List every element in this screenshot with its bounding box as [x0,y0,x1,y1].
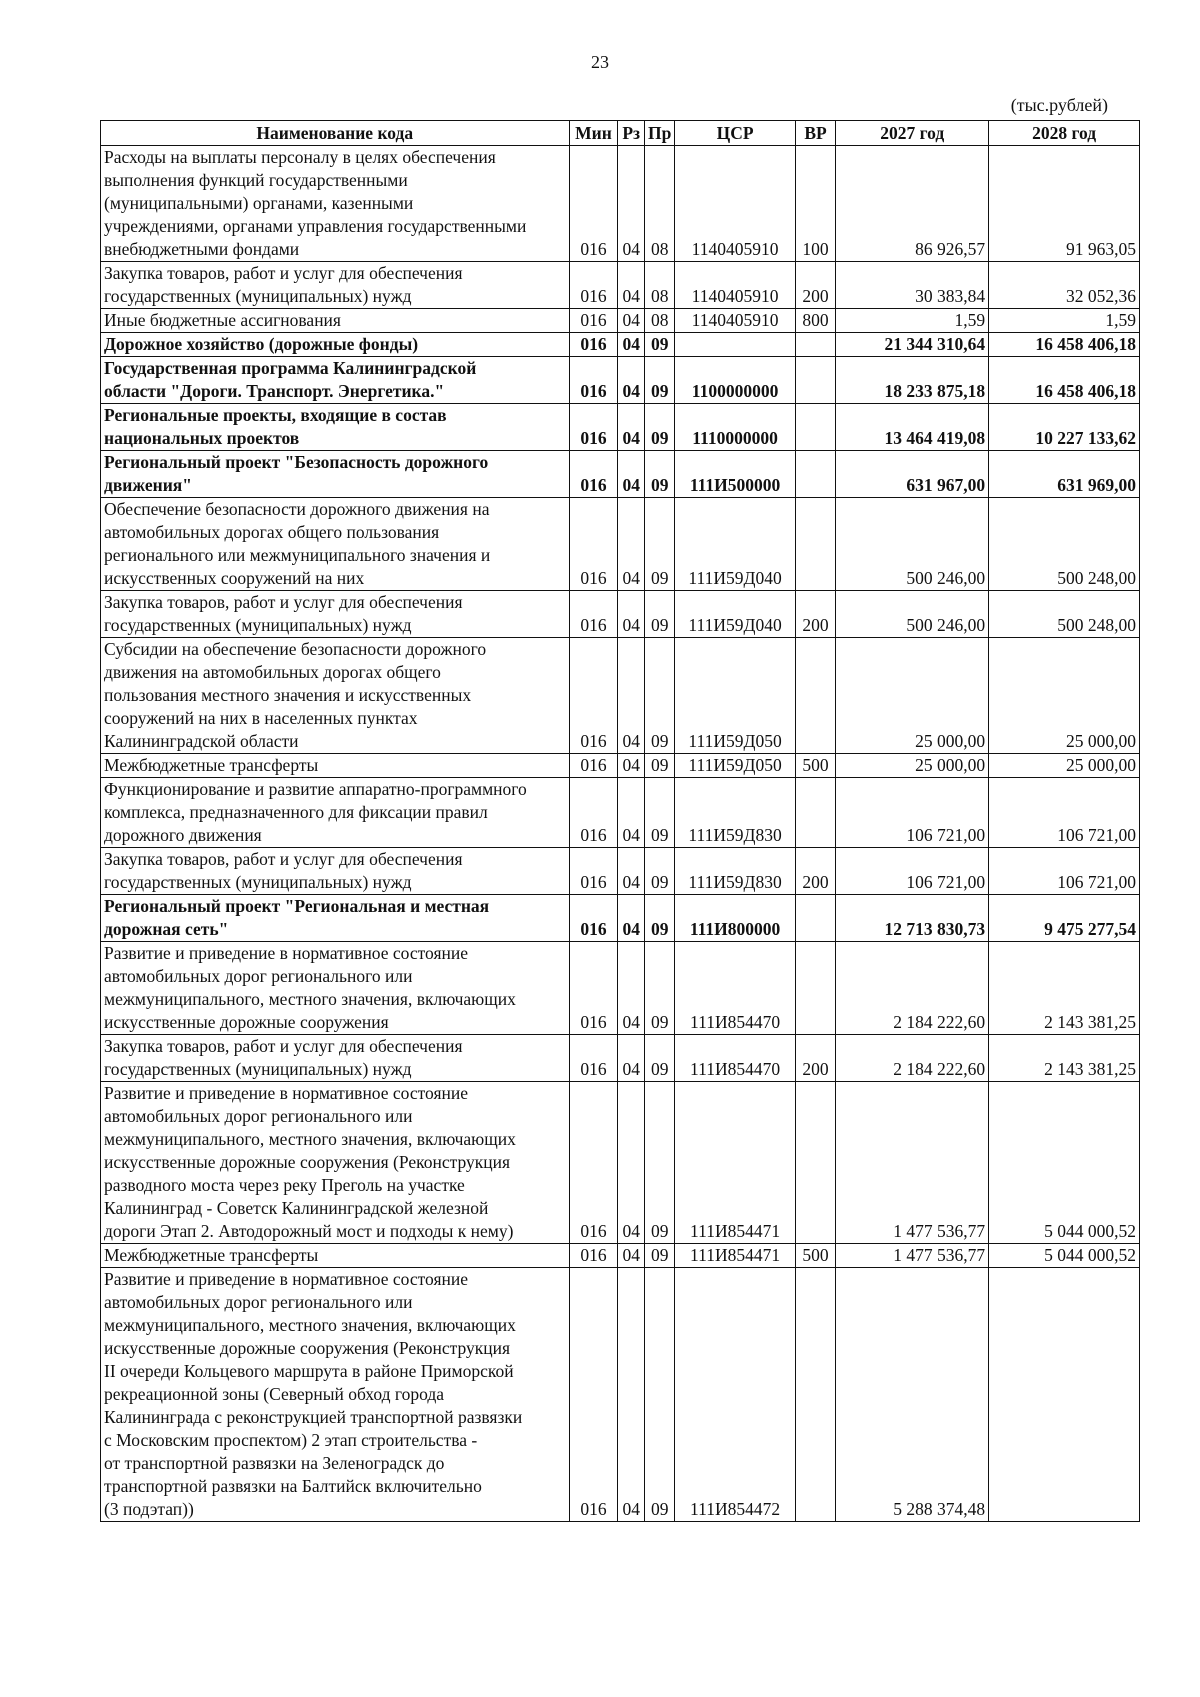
cell-rz: 04 [618,146,644,262]
header-pr: Пр [644,121,675,146]
cell-pr: 09 [644,848,675,895]
cell-2028: 16 458 406,18 [989,333,1140,357]
table-row [101,942,1140,1035]
unit-note: (тыс.рублей) [1010,95,1108,115]
table-row [101,309,1140,333]
cell-min: 016 [569,309,618,333]
cell-vr: 500 [795,754,836,778]
cell-vr [795,942,836,1035]
cell-min: 016 [569,146,618,262]
cell-vr: 200 [795,262,836,309]
cell-csr: 111И800000 [675,895,795,942]
cell-pr: 09 [644,451,675,498]
cell-rz: 04 [618,754,644,778]
cell-vr: 200 [795,591,836,638]
cell-csr: 1140405910 [675,309,795,333]
cell-csr: 111И59Д830 [675,848,795,895]
cell-rz: 04 [618,591,644,638]
cell-pr: 09 [644,638,675,754]
cell-name: Межбюджетные трансферты [101,754,570,778]
cell-min: 016 [569,1035,618,1082]
cell-csr: 1110000000 [675,404,795,451]
cell-csr: 111И854471 [675,1082,795,1244]
cell-csr: 111И59Д040 [675,498,795,591]
cell-min: 016 [569,591,618,638]
header-2028: 2028 год [989,121,1140,146]
cell-min: 016 [569,1082,618,1244]
cell-pr: 08 [644,262,675,309]
cell-vr [795,357,836,404]
cell-2028: 16 458 406,18 [989,357,1140,404]
header-row [101,121,1140,146]
cell-csr: 111И59Д040 [675,591,795,638]
cell-2027: 13 464 419,08 [836,404,989,451]
cell-2028: 2 143 381,25 [989,1035,1140,1082]
cell-csr: 111И854470 [675,942,795,1035]
cell-min: 016 [569,404,618,451]
table-row [101,357,1140,404]
cell-rz: 04 [618,1268,644,1522]
cell-2028: 2 143 381,25 [989,942,1140,1035]
cell-2027: 1,59 [836,309,989,333]
cell-name: Иные бюджетные ассигнования [101,309,570,333]
cell-name: Дорожное хозяйство (дорожные фонды) [101,333,570,357]
cell-2028: 91 963,05 [989,146,1140,262]
cell-vr: 200 [795,1035,836,1082]
page-number: 23 [591,52,609,72]
cell-2027: 2 184 222,60 [836,1035,989,1082]
cell-rz: 04 [618,498,644,591]
cell-pr: 09 [644,895,675,942]
cell-rz: 04 [618,638,644,754]
cell-name: Государственная программа Калининградской области "Дороги. Транспорт. Энергетика." [101,357,570,404]
cell-rz: 04 [618,778,644,848]
cell-rz: 04 [618,942,644,1035]
cell-pr: 09 [644,591,675,638]
cell-2027: 2 184 222,60 [836,942,989,1035]
cell-rz: 04 [618,404,644,451]
cell-2027: 106 721,00 [836,778,989,848]
cell-rz: 04 [618,357,644,404]
cell-rz: 04 [618,1035,644,1082]
cell-pr: 09 [644,1268,675,1522]
table-row [101,778,1140,848]
cell-csr: 1100000000 [675,357,795,404]
cell-2027: 631 967,00 [836,451,989,498]
cell-min: 016 [569,638,618,754]
cell-name: Развитие и приведение в нормативное состояние автомобильных дорог регионального или межмуниципального, местного значения, включающих искусственные дорожные сооружения (Реконструкция II очереди Кольцевого маршрута в районе Приморской рекреационной зоны (Северный обход города Калининграда с реконструкцией транспортной развязки с Московским проспектом) 2 этап строительства - от транспортной развязки на Зеленоградск до транспортной развязки на Балтийск включительно (3 подэтап)) [101,1268,570,1522]
cell-vr: 500 [795,1244,836,1268]
cell-csr: 111И854472 [675,1268,795,1522]
table-row [101,262,1140,309]
cell-name: Межбюджетные трансферты [101,1244,570,1268]
cell-vr: 800 [795,309,836,333]
cell-2027: 30 383,84 [836,262,989,309]
cell-vr [795,1082,836,1244]
table-row [101,754,1140,778]
cell-min: 016 [569,778,618,848]
cell-2028: 106 721,00 [989,778,1140,848]
cell-csr: 111И854470 [675,1035,795,1082]
cell-pr: 09 [644,498,675,591]
cell-name: Закупка товаров, работ и услуг для обеспечения государственных (муниципальных) нужд [101,848,570,895]
table-row [101,1244,1140,1268]
cell-2027: 1 477 536,77 [836,1244,989,1268]
table-row [101,848,1140,895]
cell-min: 016 [569,942,618,1035]
table-header [101,121,1140,146]
cell-2028: 25 000,00 [989,754,1140,778]
budget-table [100,120,1140,1522]
cell-name: Развитие и приведение в нормативное состояние автомобильных дорог регионального или межмуниципального, местного значения, включающих искусственные дорожные сооружения (Реконструкция разводного моста через реку Преголь на участке Калининград - Советск Калининградской железной дороги Этап 2. Автодорожный мост и подходы к нему) [101,1082,570,1244]
cell-pr: 08 [644,146,675,262]
cell-pr: 09 [644,754,675,778]
cell-vr [795,1268,836,1522]
cell-vr [795,778,836,848]
table-row [101,333,1140,357]
cell-2028: 500 248,00 [989,498,1140,591]
table-row [101,1035,1140,1082]
cell-csr: 111И500000 [675,451,795,498]
cell-pr: 09 [644,404,675,451]
cell-2028: 10 227 133,62 [989,404,1140,451]
table-row [101,1082,1140,1244]
cell-rz: 04 [618,262,644,309]
cell-2028: 500 248,00 [989,591,1140,638]
table-row [101,638,1140,754]
cell-min: 016 [569,498,618,591]
cell-2027: 21 344 310,64 [836,333,989,357]
cell-2027: 25 000,00 [836,638,989,754]
cell-pr: 08 [644,309,675,333]
cell-pr: 09 [644,1244,675,1268]
cell-csr [675,333,795,357]
cell-2027: 12 713 830,73 [836,895,989,942]
cell-vr [795,404,836,451]
cell-vr [795,638,836,754]
cell-name: Субсидии на обеспечение безопасности дорожного движения на автомобильных дорогах общего пользования местного значения и искусственных сооружений на них в населенных пунктах Калининградской области [101,638,570,754]
cell-2027: 86 926,57 [836,146,989,262]
header-csr: ЦСР [675,121,795,146]
cell-2028: 25 000,00 [989,638,1140,754]
cell-pr: 09 [644,1082,675,1244]
cell-2028: 5 044 000,52 [989,1082,1140,1244]
cell-name: Закупка товаров, работ и услуг для обеспечения государственных (муниципальных) нужд [101,1035,570,1082]
cell-rz: 04 [618,895,644,942]
table-row [101,591,1140,638]
header-name: Наименование кода [101,121,570,146]
cell-min: 016 [569,357,618,404]
table-row [101,451,1140,498]
cell-2027: 5 288 374,48 [836,1268,989,1522]
cell-pr: 09 [644,1035,675,1082]
cell-name: Закупка товаров, работ и услуг для обеспечения государственных (муниципальных) нужд [101,591,570,638]
cell-rz: 04 [618,1244,644,1268]
cell-min: 016 [569,333,618,357]
cell-2028: 631 969,00 [989,451,1140,498]
cell-name: Расходы на выплаты персоналу в целях обеспечения выполнения функций государственными (муниципальными) органами, казенными учреждениями, органами управления государственными внебюджетными фондами [101,146,570,262]
cell-pr: 09 [644,778,675,848]
cell-name: Закупка товаров, работ и услуг для обеспечения государственных (муниципальных) нужд [101,262,570,309]
cell-csr: 111И59Д050 [675,638,795,754]
table-row [101,895,1140,942]
cell-2028: 106 721,00 [989,848,1140,895]
cell-name: Региональные проекты, входящие в состав национальных проектов [101,404,570,451]
cell-vr [795,895,836,942]
cell-2028: 9 475 277,54 [989,895,1140,942]
cell-vr [795,333,836,357]
header-min: Мин [569,121,618,146]
cell-2028: 32 052,36 [989,262,1140,309]
cell-pr: 09 [644,357,675,404]
cell-2027: 18 233 875,18 [836,357,989,404]
cell-min: 016 [569,895,618,942]
cell-rz: 04 [618,333,644,357]
cell-2028 [989,1268,1140,1522]
cell-csr: 1140405910 [675,262,795,309]
cell-csr: 111И854471 [675,1244,795,1268]
header-rz: Рз [618,121,644,146]
cell-pr: 09 [644,333,675,357]
cell-rz: 04 [618,309,644,333]
cell-2027: 500 246,00 [836,591,989,638]
header-2027: 2027 год [836,121,989,146]
cell-vr: 200 [795,848,836,895]
cell-csr: 1140405910 [675,146,795,262]
cell-name: Региональный проект "Безопасность дорожного движения" [101,451,570,498]
table-row [101,146,1140,262]
cell-name: Региональный проект "Региональная и местная дорожная сеть" [101,895,570,942]
cell-vr [795,498,836,591]
cell-vr [795,451,836,498]
table-body [101,146,1140,1522]
cell-csr: 111И59Д830 [675,778,795,848]
cell-2028: 1,59 [989,309,1140,333]
cell-min: 016 [569,754,618,778]
cell-min: 016 [569,1268,618,1522]
cell-pr: 09 [644,942,675,1035]
cell-2027: 106 721,00 [836,848,989,895]
cell-vr: 100 [795,146,836,262]
cell-min: 016 [569,848,618,895]
cell-rz: 04 [618,1082,644,1244]
cell-rz: 04 [618,848,644,895]
header-vr: ВР [795,121,836,146]
cell-min: 016 [569,1244,618,1268]
cell-name: Обеспечение безопасности дорожного движения на автомобильных дорогах общего пользования регионального или межмуниципального значения и искусственных сооружений на них [101,498,570,591]
cell-2028: 5 044 000,52 [989,1244,1140,1268]
cell-2027: 500 246,00 [836,498,989,591]
cell-name: Функционирование и развитие аппаратно-программного комплекса, предназначенного для фиксации правил дорожного движения [101,778,570,848]
cell-2027: 25 000,00 [836,754,989,778]
cell-rz: 04 [618,451,644,498]
table-row [101,1268,1140,1522]
cell-min: 016 [569,451,618,498]
table-row [101,404,1140,451]
cell-name: Развитие и приведение в нормативное состояние автомобильных дорог регионального или межмуниципального, местного значения, включающих искусственные дорожные сооружения [101,942,570,1035]
cell-csr: 111И59Д050 [675,754,795,778]
cell-min: 016 [569,262,618,309]
table-row [101,498,1140,591]
cell-2027: 1 477 536,77 [836,1082,989,1244]
